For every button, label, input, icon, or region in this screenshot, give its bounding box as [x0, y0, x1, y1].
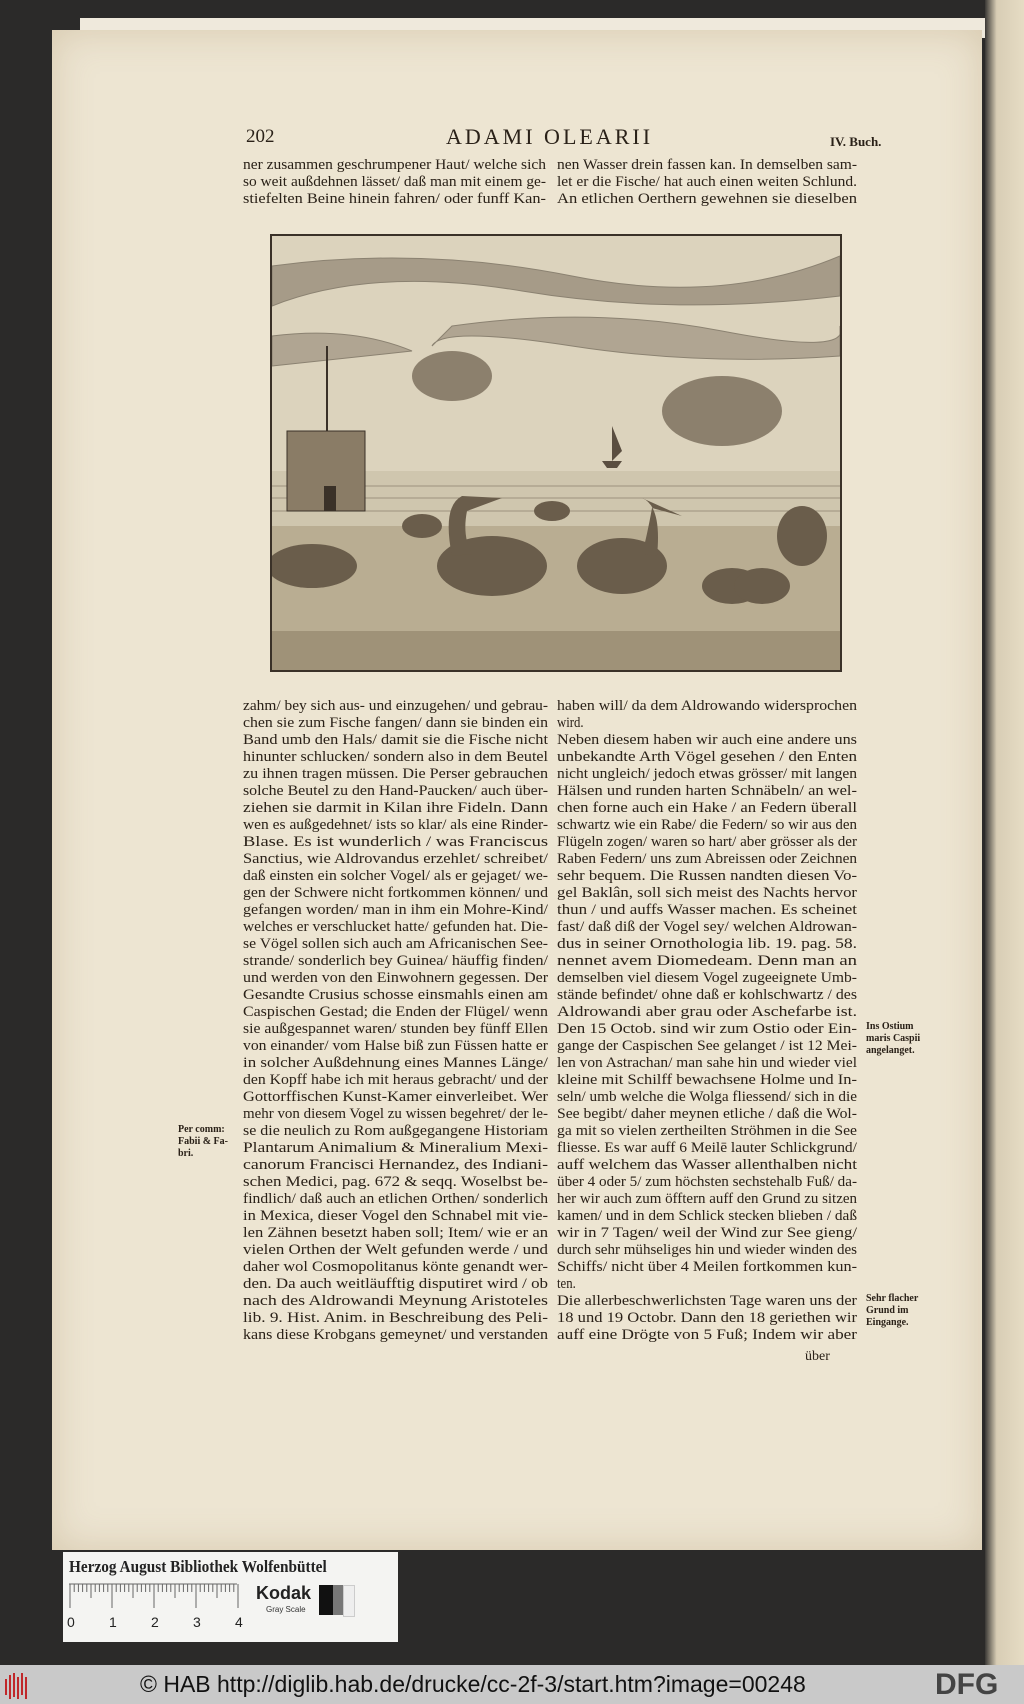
note-line: Grund im — [866, 1305, 909, 1316]
next-page-edge — [985, 0, 1024, 1665]
black-patch — [319, 1585, 333, 1615]
text-line: ziehen sie darmit in Kilan ihre Fideln. Dann — [243, 800, 548, 816]
text-line: len von Astrachan/ man sahe hin und wieder viel — [557, 1055, 857, 1071]
text-line: wir in 7 Tagen/ weil der Wind zur See gieng/ — [557, 1225, 857, 1241]
right-column — [557, 698, 858, 1344]
text-line: gen der Schwere nicht fortkommen können/ und — [243, 885, 548, 901]
text-line: nach des Aldrowandi Meynung Aristoteles — [243, 1293, 548, 1309]
text-line: vielen Orthen der Welt gefunden werde / und — [243, 1242, 548, 1258]
text-line: von einander/ vom Halse biß zun Füssen hatte er — [243, 1038, 548, 1054]
note-line: angelanget. — [866, 1045, 915, 1056]
text-line: Blase. Es ist wunderlich / was Franciscus — [243, 834, 548, 850]
text-line: nennet avem Diomedeam. Denn man an — [557, 953, 857, 969]
note-line: maris Caspii — [866, 1033, 921, 1044]
text-line: kamen/ und in dem Schlick stecken blieben / daß — [557, 1208, 857, 1224]
text-line: ner zusammen geschrumpener Haut/ welche sich — [243, 157, 546, 173]
ruler-number: 2 — [151, 1614, 159, 1630]
text-line: den. Da auch weitläufftig disputiret wird / ob — [243, 1276, 548, 1292]
text-line: demselben viel diesem Vogel zugeeignete Umb- — [557, 970, 857, 986]
text-line: Die allerbeschwerlichsten Tage waren uns der — [557, 1293, 857, 1309]
text-line: canorum Francisci Hernandez, des Indiani- — [243, 1157, 548, 1173]
text-line: lib. 9. Hist. Anim. in Beschreibung des Peli- — [243, 1310, 548, 1326]
text-line: wen es außgedehnet/ ists so klar/ als eine Rinder- — [243, 817, 548, 833]
text-line: in solcher Außdehnung eines Mannes Länge/ — [243, 1055, 548, 1071]
text-line: zu ihnen tragen müssen. Die Perser gebrauchen — [243, 766, 548, 782]
text-line: Aldrowandi aber grau oder Aschefarbe ist. — [557, 1004, 857, 1020]
text-line: kans diese Krobgans gemeynet/ und verstanden — [243, 1327, 548, 1343]
note-line: Per comm: — [178, 1124, 225, 1135]
text-line: mehr von diesem Vogel zu wissen begehret/ der le- — [243, 1106, 548, 1122]
text-line: Den 15 Octob. sind wir zum Ostio oder Ein- — [557, 1021, 857, 1037]
text-line: schwartz wie ein Rabe/ die Federn/ so wir aus den — [557, 817, 857, 833]
text-line: wird. — [557, 715, 584, 731]
left-column — [243, 698, 549, 1344]
text-line: Schiffs/ nicht über 4 Meilen fortkommen kun- — [557, 1259, 857, 1275]
text-line: Raben Federn/ uns zum Abreissen oder Zeichnen — [557, 851, 857, 867]
note-line: Eingange. — [866, 1317, 909, 1328]
text-line: zahm/ bey sich aus- und einzugehen/ und gebrau- — [243, 698, 548, 714]
text-line: Gesandte Crusius schosse einsmahls einen am — [243, 987, 548, 1003]
copyright-url[interactable]: © HAB http://diglib.hab.de/drucke/cc-2f-3/start.htm?image=00248 — [140, 1671, 806, 1697]
color-reference-strip — [63, 1552, 398, 1642]
text-line: den Kopff habe ich mit heraus gebracht/ und der — [243, 1072, 548, 1088]
text-line: See begibt/ daher meynen etliche / daß die Wol- — [557, 1106, 857, 1122]
text-line: len Zähnen besetzt haben soll; Item/ wie er an — [243, 1225, 548, 1241]
text-line: so weit außdehnen lässet/ daß man mit einem ge- — [243, 174, 546, 190]
gray-scale-label: Gray Scale — [266, 1605, 306, 1614]
institution-name: Herzog August Bibliothek Wolfenbüttel — [69, 1557, 327, 1576]
text-line: solche Beutel zu den Hand-Paucken/ auch über- — [243, 783, 548, 799]
text-line: gefangen worden/ man in ihm ein Mohre-Kind/ — [243, 902, 548, 918]
margin-note-ostium — [866, 1021, 920, 1057]
top-left-column — [243, 157, 546, 208]
ruler-number: 0 — [67, 1614, 75, 1630]
engraving-pelicans — [270, 234, 842, 672]
footer-bar — [0, 1665, 1024, 1704]
text-line: seln/ umb welche die Wolga fliessend/ sich in die — [557, 1089, 857, 1105]
text-line: nen Wasser drein fassen kan. In demselben sam- — [557, 157, 857, 173]
text-line: An etlichen Oerthern gewehnen sie dieselben — [557, 191, 857, 207]
note-line: bri. — [178, 1148, 194, 1159]
ruler-number: 3 — [193, 1614, 201, 1630]
text-line: auff eine Drögte von 5 Fuß; Indem wir aber — [557, 1327, 857, 1343]
text-line: ga mit so vielen zertheilten Ströhmen in die See — [557, 1123, 857, 1139]
text-line: let er die Fische/ hat auch einen weiten Schlund. — [557, 174, 857, 190]
top-right-column — [557, 157, 857, 208]
text-line: 18 und 19 Octobr. Dann den 18 geriethen wir — [557, 1310, 857, 1326]
ruler — [69, 1582, 239, 1608]
text-line: ten. — [557, 1276, 576, 1292]
dfg-logo: DFG — [935, 1668, 999, 1701]
book-label: IV. Buch. — [830, 134, 882, 149]
ruler-number: 4 — [235, 1614, 243, 1630]
text-line: fast/ daß diß der Vogel sey/ welchen Aldrowan- — [557, 919, 857, 935]
text-line: dus in seiner Ornothologia lib. 19. pag. 58. — [557, 936, 857, 952]
text-line: chen forne auch ein Hake / an Federn überall — [557, 800, 857, 816]
text-line: gel Baklân, soll sich meist des Nachts hervor — [557, 885, 857, 901]
text-line: daher wol Cosmopolitanus könte genandt wer- — [243, 1259, 548, 1275]
kodak-logo: Kodak — [256, 1583, 312, 1603]
margin-note-per-comm — [178, 1124, 228, 1160]
text-line: auff welchem das Wasser allenthalben nicht — [557, 1157, 857, 1173]
note-line: Sehr flacher — [866, 1293, 919, 1304]
running-title: ADAMI OLEARII — [446, 124, 654, 149]
note-line: Fabii & Fa- — [178, 1136, 228, 1147]
text-line: in Mexica, dieser Vogel den Schnabel mit vie- — [243, 1208, 548, 1224]
text-line: stiefelten Beine hinein fahren/ oder funff Kan- — [243, 191, 546, 207]
ruler-number: 1 — [109, 1614, 117, 1630]
text-line: über 4 oder 5/ zum höchsten sechstehalb Fuß/ da- — [557, 1174, 857, 1190]
page-number: 202 — [246, 126, 275, 147]
text-line: haben will/ da dem Aldrowando widersprochen — [557, 698, 857, 714]
text-line: chen sie zum Fische fangen/ dann sie binden ein — [243, 715, 548, 731]
text-line: schen Medici, pag. 672 & seqq. Woselbst be- — [243, 1174, 548, 1190]
text-line: und werden von den Einwohnern gegessen. Der — [243, 970, 548, 986]
margin-note-flacher — [866, 1293, 918, 1329]
text-line: hinunter schlucken/ sondern also in dem Beutel — [243, 749, 548, 765]
text-line: thun / und auffs Wasser machen. Es scheinet — [557, 902, 857, 918]
text-line: Band umb den Hals/ damit sie die Fische nicht — [243, 732, 548, 748]
text-line: stände befindet/ ohne daß er kohlschwartz / des — [557, 987, 857, 1003]
catchword: über — [805, 1349, 830, 1364]
text-line: Caspischen Gestad; die Enden der Flügel/ wenn — [243, 1004, 548, 1020]
text-line: strande/ sonderlich bey Guinea/ häuffig finden/ — [243, 953, 548, 969]
text-line: se Vögel sollen sich auch am Africanischen See- — [243, 936, 548, 952]
text-line: welches er verschlucket hatte/ gefunden hat. Die- — [243, 919, 548, 935]
text-line: Hälsen und runden harten Schnäbeln/ an wel- — [557, 783, 857, 799]
text-line: kleine mit Schilff bewachsene Holme und In- — [557, 1072, 857, 1088]
text-line: fliesse. Es war auff 6 Meilē lauter Schlickgrund/ — [557, 1140, 857, 1156]
white-patch — [343, 1585, 355, 1617]
gray-patch — [333, 1585, 343, 1615]
text-line: unbekandte Arth Vögel gesehen / den Enten — [557, 749, 857, 765]
text-line: gange der Caspischen See gelanget / ist 12 Mei- — [557, 1038, 857, 1054]
text-line: findlich/ daß auch an etlichen Orthen/ sonderlich — [243, 1191, 548, 1207]
text-line: durch sehr mühseliges hin und wieder winden des — [557, 1242, 857, 1258]
text-line: daß einsten ein solcher Vogel/ als er gejaget/ we- — [243, 868, 548, 884]
note-line: Ins Ostium — [866, 1021, 914, 1032]
text-line: sehr bequem. Die Russen nandten diesen Vo- — [557, 868, 857, 884]
text-line: nicht ungleich/ jedoch etwas grösser/ mit langen — [557, 766, 857, 782]
text-line: Neben diesem haben wir auch eine andere uns — [557, 732, 857, 748]
text-line: se die neulich zu Rom außgegangene Historiam — [243, 1123, 548, 1139]
text-line: Flügeln zogen/ waren so hart/ aber grösser als der — [557, 834, 857, 850]
text-line: sie außgespannet waren/ stunden bey fünff Ellen — [243, 1021, 548, 1037]
text-line: Sanctius, wie Aldrovandus erzehlet/ schreibet/ — [243, 851, 548, 867]
text-line: Gottorffischen Kunst-Kamer einverleibet. Wer — [243, 1089, 548, 1105]
text-line: her wir auch zum öfftern auff den Grund zu sitzen — [557, 1191, 857, 1207]
text-line: Plantarum Animalium & Mineralium Mexi- — [243, 1140, 548, 1156]
hab-logo-icon — [4, 1671, 30, 1699]
